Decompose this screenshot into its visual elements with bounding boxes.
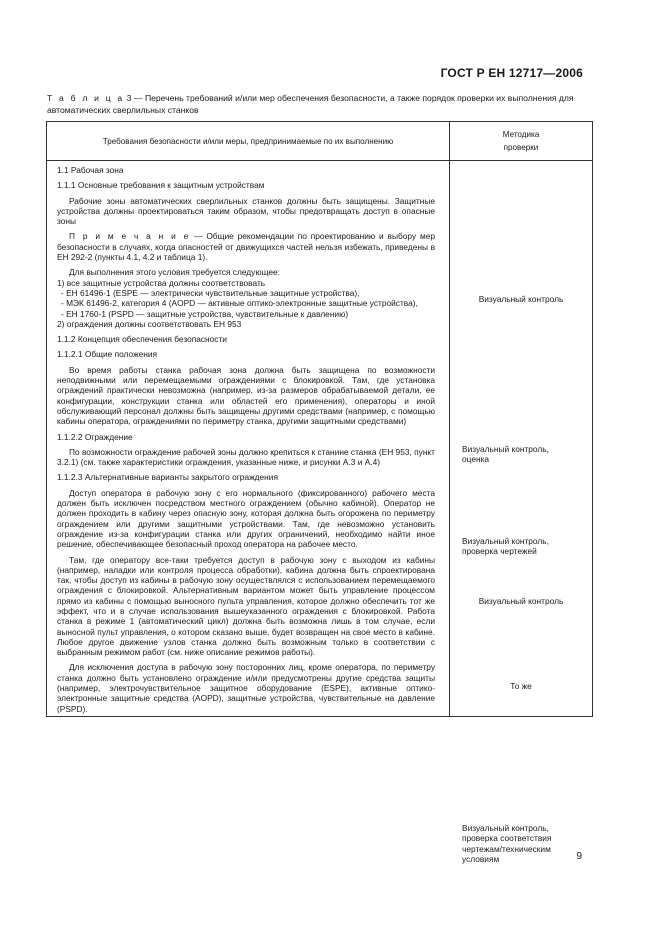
page-number: 9 (576, 851, 582, 862)
col-method-header-line1: Методика (502, 130, 540, 139)
table-caption-text: 3 — Перечень требований и/или мер обеспечения безопасности, а также порядок проверки их выполнения для автоматических сверлильных станков (47, 93, 574, 115)
method-line: проверка чертежей (462, 546, 537, 557)
method-line: оценка (462, 454, 490, 465)
section-heading: 1.1.2 Концепция обеспечения безопасности (57, 334, 227, 345)
list-item: 2) ограждения должны соответствовать ЕН 953 (57, 318, 242, 329)
col-method-header (450, 122, 593, 161)
section-heading: 1.1.2.3 Альтернативные варианты закрытого ограждения (57, 472, 278, 483)
table-caption (47, 92, 592, 116)
method-line: Визуальный контроль, (462, 823, 549, 833)
paragraph: Там, где оператору все-таки требуется доступ в рабочую зону с выходом из кабины (например, наладки или контроля процесса обработки), кабина должна быть спроектирована так, чтобы доступ из кабины в рабочую зону осуществлялся с использованием перемещаемого ограждения с блокировкой. Альтернативным вариантом может быть управление процессом прямо из кабины с помощью выносного пульта управления, которое должно обеспечить тот же эффект, что и в случае использования вышеуказанного ограждения с блокировкой. Работа станка в режиме 1 (автоматический цикл) должна быть возможна лишь в том случае, если выносной пульт управления, о котором сказано выше, будет возвращен на свое место в кабине. Любое другое движение узлов станка должно быть возможным только в соответствии с выбранным режимом работ (см. ниже описание режимов работы). (57, 554, 435, 658)
col-requirements-header: Требования безопасности и/или меры, предпринимаемые по их выполнению (47, 122, 450, 161)
standard-designation: ГОСТ Р ЕН 12717—2006 (440, 66, 583, 80)
requirements-cell (47, 161, 450, 717)
paragraph: По возможности ограждение рабочей зоны должно крепиться к станине станка (ЕН 953, пункт 3.2.1) (см. также характеристики ограждения, указанные ниже, и рисунки А.3 и А.4) (57, 446, 435, 468)
note-label: П р и м е ч а н и е (69, 231, 191, 242)
paragraph: Во время работы станка рабочая зона должна быть защищена по возможности неподвижными или перемещаемыми ограждениями с блокировкой. Там, где установка ограждений практически невозможна (например, из-за размеров обрабатываемой детали, ее конфигурации, конструкции станка или областей его применения), операторы и иной обслуживающий персонал должны быть защищены другими средствами (например, с помощью кабины оператора, ограждениями по периметру станка, другими защитными средствами) (57, 364, 435, 427)
paragraph: Для исключения доступа в рабочую зону посторонних лиц, кроме оператора, по периметру станка должно быть установлено ограждение и/или предусмотрены другие средства защиты (например, электрочувствительное защитное оборудование (ESPE), активные оптико-электронные защитные средства (AOPD), защитные устройства, чувствительные на давление (PSPD). (57, 662, 435, 714)
table-header-row (47, 122, 593, 161)
table-row (47, 161, 593, 717)
section-heading: 1.1.2.2 Ограждение (57, 431, 133, 442)
section-heading: 1.1.2.1 Общие положения (57, 349, 158, 360)
method-line: чертежам/техническим (462, 843, 551, 854)
note (57, 231, 435, 262)
requirements-table (46, 121, 593, 865)
list-item: - ЕН 1760-1 (PSPD — защитные устройства, чувствительные к давлению) (61, 308, 349, 319)
section-heading: 1.1 Рабочая зона (57, 165, 124, 175)
method-same: То же (510, 681, 532, 691)
method-visual-assessment (450, 444, 592, 465)
method-line: Визуальный контроль, (462, 444, 549, 454)
method-visual-2: Визуальный контроль (478, 596, 564, 606)
list-item: 1) все защитные устройства должны соответствовать (57, 277, 266, 288)
col-method-header-line2: проверки (503, 143, 539, 152)
method-cell (450, 161, 593, 865)
method-line: условиям (462, 854, 500, 865)
method-visual-specs (450, 823, 592, 865)
section-heading: 1.1.1 Основные требования к защитным устройствам (57, 180, 265, 191)
note-text: — Общие рекомендации по проектированию и выбору мер безопасности в случаях, когда опасностей от движущихся частей нельзя избежать, приведены в ЕН 292-2 (пункты 4.1, 4.2 и таблица 1). (57, 231, 435, 263)
list-item: - МЭК 61496-2, категория 4 (AOPD — активные оптико-электронные защитные устройства), (61, 298, 418, 309)
paragraph: Доступ оператора в рабочую зону с его нормального (фиксированного) рабочего места должен быть исключен посредством местного ограждением (обычно кабиной). Оператор не должен проходить в кабину через опасную зону, которая должна быть огорожена по периметру ограждением или другими защитными устройствами. Там, где невозможно установить ограждение из-за конфигурации станка или других ограничений, необходимо найти иное решение, обеспечивающее безопасный проход оператора на рабочее место. (57, 487, 435, 550)
method-visual-1: Визуальный контроль (478, 294, 564, 304)
method-line: проверка соответствия (462, 833, 552, 844)
method-line: Визуальный контроль, (462, 536, 549, 546)
table-caption-label: Т а б л и ц а (47, 93, 125, 103)
paragraph: Рабочие зоны автоматических сверлильных станков должны быть защищены. Защитные устройства должны проектироваться таким образом, чтобы предотвращать доступ в опасные зоны (57, 195, 435, 227)
list-item: - ЕН 61496-1 (ESPE — электрически чувствительные защитные устройства), (61, 287, 360, 298)
method-visual-drawings (450, 536, 592, 557)
paragraph: Для выполнения этого условия требуется следующее: (69, 267, 280, 278)
